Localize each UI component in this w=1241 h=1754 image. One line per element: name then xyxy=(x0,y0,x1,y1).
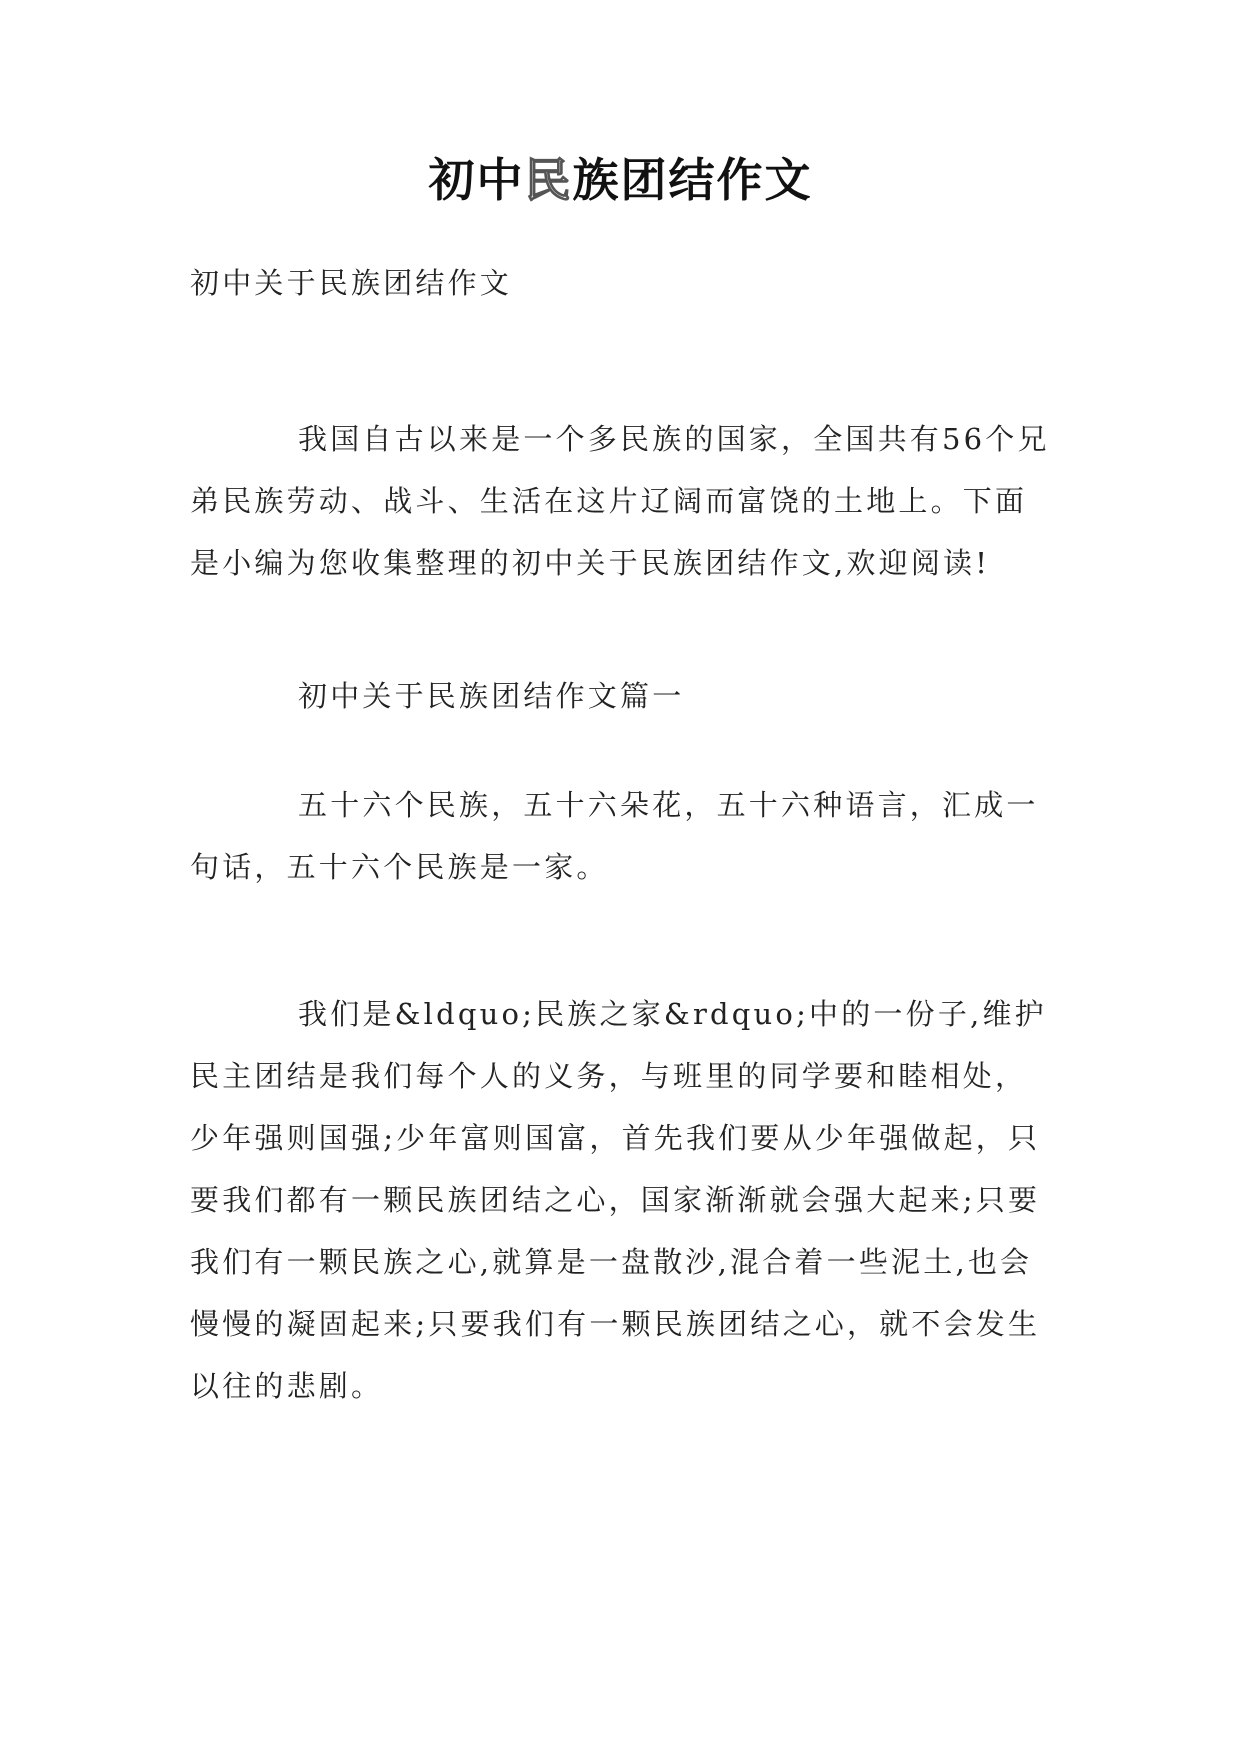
title-hollow-character: 民 xyxy=(524,153,573,207)
title-part-1: 初中 xyxy=(428,153,525,207)
document-subtitle: 初中关于民族团结作文 xyxy=(190,266,513,300)
body-paragraph-1: 五十六个民族，五十六朵花，五十六种语言，汇成一句话，五十六个民族是一家。 xyxy=(190,788,1039,884)
document-title xyxy=(0,150,1241,210)
title-part-2: 族团结作文 xyxy=(572,153,813,207)
intro-paragraph: 我国自古以来是一个多民族的国家，全国共有56个兄弟民族劳动、战斗、生活在这片辽阔而富饶的土地上。下面是小编为您收集整理的初中关于民族团结作文,欢迎阅读! xyxy=(190,422,1050,580)
body-paragraph-2: 我们是&ldquo;民族之家&rdquo;中的一份子,维护民主团结是我们每个人的义务，与班里的同学要和睦相处，少年强则国强;少年富则国富，首先我们要从少年强做起，只要我们都有一颗民族团结之心，国家渐渐就会强大起来;只要我们有一颗民族之心,就算是一盘散沙,混合着一些泥土,也会慢慢的凝固起来;只要我们有一颗民族团结之心，就不会发生以往的悲剧。 xyxy=(190,997,1047,1403)
section-heading: 初中关于民族团结作文篇一 xyxy=(298,679,685,713)
